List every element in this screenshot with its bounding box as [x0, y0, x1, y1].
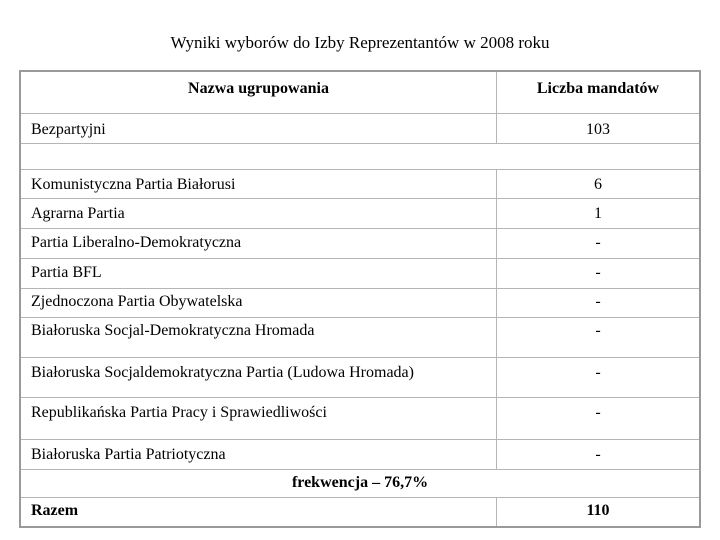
table-row: [21, 229, 699, 259]
table-header-row: [21, 72, 699, 114]
party-name: Białoruska Socjal-Demokratyczna Hromada: [31, 322, 315, 339]
election-results-table: [19, 70, 701, 528]
seat-count: -: [595, 234, 601, 251]
party-name: Partia Liberalno-Demokratyczna: [31, 234, 242, 251]
seat-count: 6: [594, 176, 602, 193]
turnout-row: [21, 470, 699, 498]
party-name: Agrarna Partia: [31, 205, 125, 222]
total-seats: 110: [586, 502, 610, 519]
party-name: Zjednoczona Partia Obywatelska: [31, 293, 243, 310]
table-row: [21, 398, 699, 440]
column-header-seats: Liczba mandatów: [536, 80, 660, 97]
party-name: Partia BFL: [31, 264, 102, 281]
table-row: [21, 114, 699, 144]
table-row: [21, 289, 699, 318]
empty-row: [21, 144, 699, 170]
party-name: Komunistyczna Partia Białorusi: [31, 176, 236, 193]
party-name: Republikańska Partia Pracy i Sprawiedliwości: [31, 404, 327, 421]
total-label: Razem: [31, 502, 79, 519]
seat-count: 103: [586, 121, 610, 138]
total-row: [21, 498, 699, 526]
table-row: [21, 318, 699, 358]
table-row: [21, 259, 699, 289]
party-name: Białoruska Socjaldemokratyczna Partia (Ludowa Hromada): [31, 364, 414, 381]
table-row: [21, 170, 699, 199]
seat-count: -: [595, 364, 601, 381]
table-row: [21, 358, 699, 398]
table-row: [21, 440, 699, 470]
seat-count: -: [595, 404, 601, 421]
column-header-name: Nazwa ugrupowania: [188, 80, 329, 97]
party-name: Białoruska Partia Patriotyczna: [31, 446, 226, 463]
table-row: [21, 199, 699, 229]
page-title: Wyniki wyborów do Izby Reprezentantów w 2008 roku: [170, 33, 550, 52]
seat-count: -: [595, 446, 601, 463]
seat-count: 1: [594, 205, 602, 222]
seat-count: -: [595, 322, 601, 339]
party-name: Bezpartyjni: [31, 121, 106, 138]
seat-count: -: [595, 264, 601, 281]
seat-count: -: [595, 293, 601, 310]
turnout-text: frekwencja – 76,7%: [291, 474, 429, 491]
